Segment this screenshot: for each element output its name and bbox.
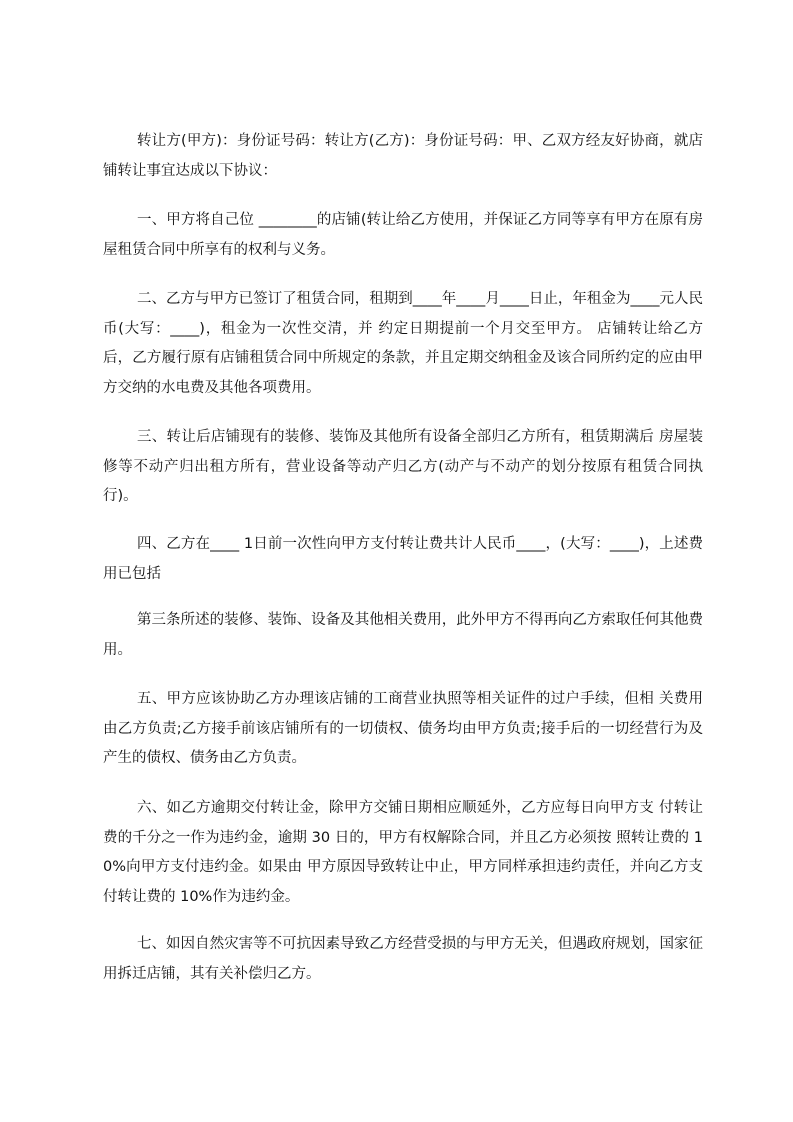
clause-4-paragraph: 四、乙方在____ 1日前一次性向甲方支付转让费共计人民币____，(大写：____)，上述费用已包括 [103, 536, 703, 582]
clause-4-continuation-paragraph: 第三条所述的装修、装饰、设备及其他相关费用，此外甲方不得再向乙方索取任何其他费用。 [103, 612, 703, 658]
clause-1-paragraph: 一、甲方将自己位 ________的店铺(转让给乙方使用，并保证乙方同等享有甲方在原有房屋租赁合同中所享有的权利与义务。 [103, 212, 703, 258]
clause-3-paragraph: 三、转让后店铺现有的装修、装饰及其他所有设备全部归乙方所有，租赁期满后 房屋装修等不动产归出租方所有，营业设备等动产归乙方(动产与不动产的划分按原有租赁合同执行)。 [103, 429, 703, 504]
clause-6-paragraph: 六、如乙方逾期交付转让金，除甲方交铺日期相应顺延外，乙方应每日向甲方支 付转让费的千分之一作为违约金，逾期 30 日的，甲方有权解除合同，并且乙方必须按 照转让费的 10%向甲方支付违约金。如果由 甲方原因导致转让中止，甲方同样承担违约责任，并向乙方支付转让费的 10%作为违约金。 [103, 800, 703, 905]
clause-2-paragraph: 二、乙方与甲方已签订了租赁合同，租期到____年____月____日止，年租金为____元人民币(大写：____)，租金为一次性交清，并 约定日期提前一个月交至甲方。 店铺转让给乙方后，乙方履行原有店铺租赁合同中所规定的条款，并且定期交纳租金及该合同所约定的应由甲方交纳的水电费及其他各项费用。 [103, 291, 703, 396]
contract-intro-paragraph: 转让方(甲方)：身份证号码：转让方(乙方)：身份证号码：甲、乙双方经友好协商，就店铺转让事宜达成以下协议： [103, 133, 703, 179]
clause-5-paragraph: 五、甲方应该协助乙方办理该店铺的工商营业执照等相关证件的过户手续，但相 关费用由乙方负责;乙方接手前该店铺所有的一切债权、债务均由甲方负责;接手后的一切经营行为及产生的债权、债务由乙方负责。 [103, 691, 703, 766]
clause-7-paragraph: 七、如因自然灾害等不可抗因素导致乙方经营受损的与甲方无关，但遇政府规划，国家征用拆迁店铺，其有关补偿归乙方。 [103, 936, 703, 982]
